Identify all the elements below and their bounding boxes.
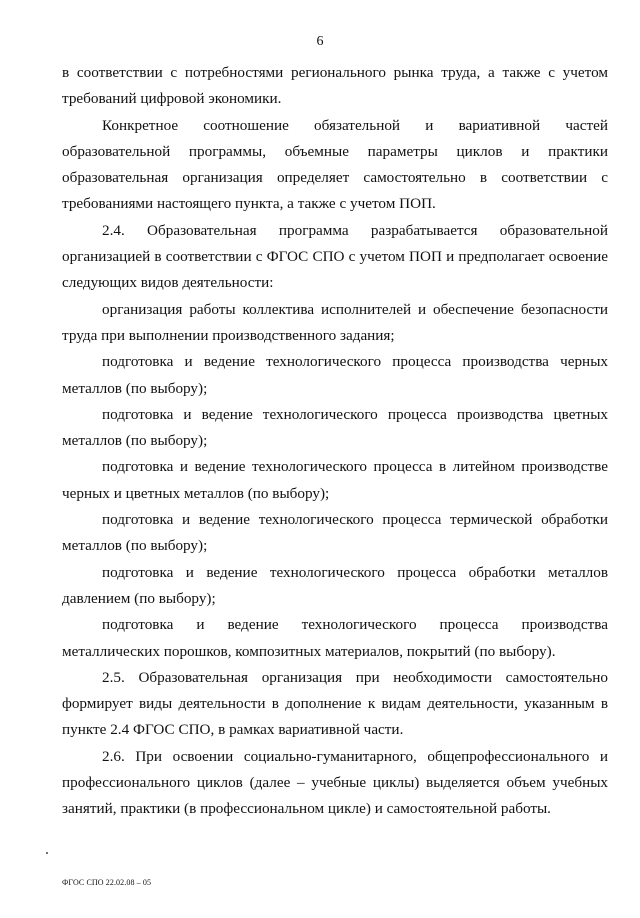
footer-code: ФГОС СПО 22.02.08 – 05 — [62, 878, 152, 887]
paragraph-2-4: 2.4. Образовательная программа разрабатывается образовательной организацией в соответствии с ФГОС СПО с учетом ПОП и предполагает освоение следующих видов деятельности: — [62, 221, 608, 292]
activity-item: подготовка и ведение технологического процесса производства цветных металлов (по выбору); — [62, 405, 608, 450]
activity-item: подготовка и ведение технологического процесса в литейном производстве черных и цветных металлов (по выбору); — [62, 458, 608, 502]
activity-item: подготовка и ведение технологического процесса обработки металлов давлением (по выбору); — [62, 563, 608, 607]
page-number: 6 — [316, 34, 324, 49]
scan-speck — [46, 852, 48, 854]
paragraph-ratio: Конкретное соотношение обязательной и вариативной частей образовательной программы, объемные параметры циклов и практики образовательная организация определяет самостоятельно в соответствии с требованиями настоящего пункта, а также с учетом ПОП. — [62, 116, 608, 213]
document-body — [62, 60, 608, 823]
activity-item: подготовка и ведение технологического процесса термической обработки металлов (по выбору); — [62, 511, 608, 555]
activity-item: организация работы коллектива исполнителей и обеспечение безопасности труда при выполнении производственного задания; — [62, 300, 608, 344]
paragraph-2-6: 2.6. При освоении социально-гуманитарного, общепрофессионального и профессионального циклов (далее – учебные циклы) выделяется объем учебных занятий, практики (в профессиональном цикле) и самостоятельной работы. — [62, 747, 608, 818]
activity-item: подготовка и ведение технологического процесса производства металлических порошков, композитных материалов, покрытий (по выбору). — [62, 616, 608, 660]
activity-item: подготовка и ведение технологического процесса производства черных металлов (по выбору); — [62, 353, 608, 397]
paragraph-continuation: в соответствии с потребностями регионального рынка труда, а также с учетом требований цифровой экономики. — [62, 64, 608, 108]
paragraph-2-5: 2.5. Образовательная организация при необходимости самостоятельно формирует виды деятельности в дополнение к видам деятельности, указанным в пункте 2.4 ФГОС СПО, в рамках вариативной части. — [62, 668, 608, 739]
